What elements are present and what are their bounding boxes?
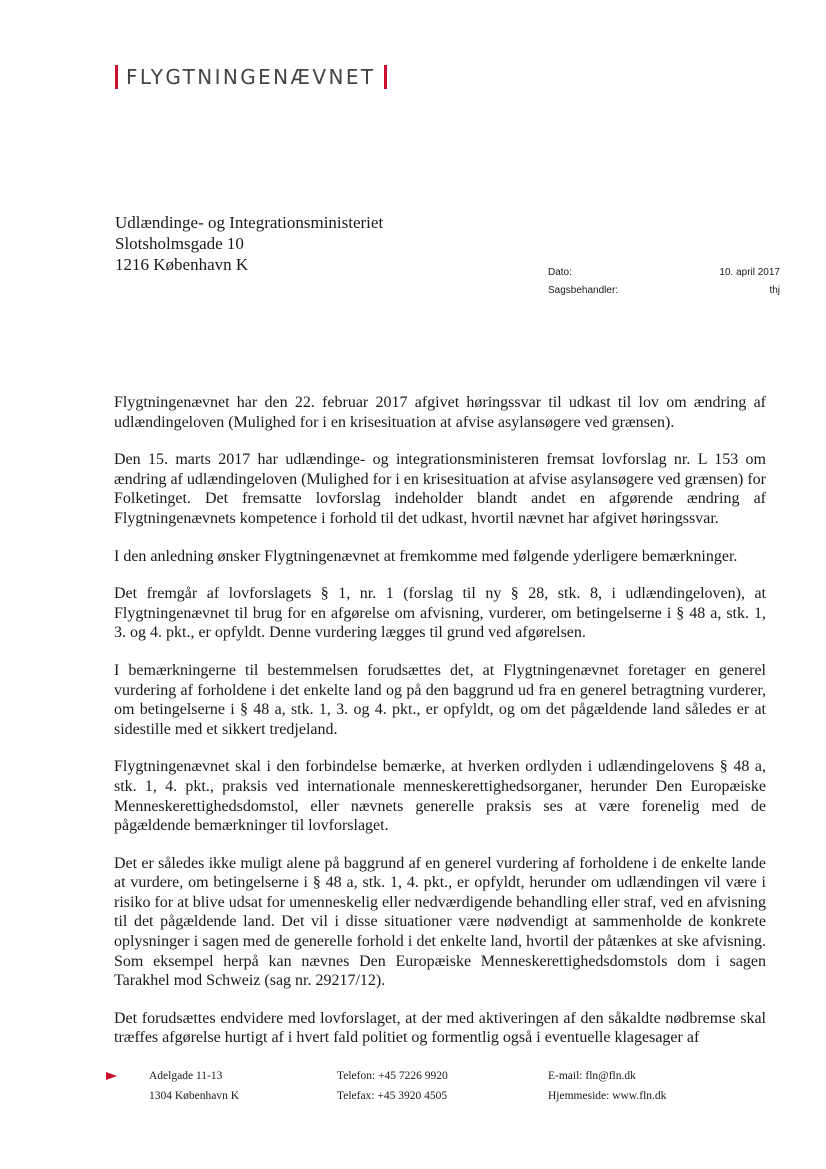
letter-metadata: [548, 263, 780, 299]
date-row: [548, 263, 780, 281]
footer-contact: [548, 1066, 666, 1106]
body-paragraph: I bemærkningerne til bestemmelsen forudsættes det, at Flygtningenævnet foretager en generel vurdering af forholdene i det enkelte land og på den baggrund ud fra en generel betragtning vurderer, om betingelserne i § 48 a, stk. 1, 3. og 4. pkt., er opfyldt, og om det pågældende land således er at sidestille med et sikkert tredjeland.: [114, 661, 766, 738]
logo-text: FLYGTNINGENÆVNET: [126, 65, 376, 89]
recipient-address: [115, 212, 383, 275]
body-paragraph: Det fremgår af lovforslagets § 1, nr. 1 (forslag til ny § 28, stk. 8, i udlændingeloven), at Flygtningenævnet til brug for en afgørelse om afvisning, vurderer, om betingelserne i § 48 a, stk. 1, 3. og 4. pkt., er opfyldt. Denne vurdering lægges til grund ved afgørelsen.: [114, 585, 766, 642]
footer-website: Hjemmeside: www.fln.dk: [548, 1090, 667, 1102]
footer-address: [149, 1066, 239, 1106]
handler-row: [548, 281, 780, 299]
handler-label: Sagsbehandler:: [548, 284, 619, 296]
letter-body: [114, 393, 766, 1066]
footer-city: 1304 København K: [149, 1090, 240, 1102]
footer-fax: Telefax: +45 3920 4505: [337, 1090, 448, 1102]
date-label: Dato:: [548, 266, 572, 278]
body-paragraph: Flygtningenævnet har den 22. februar 2017 afgivet høringssvar til udkast til lov om ændring af udlændingeloven (Mulighed for i en krisesituation at afvise asylansøgere ved grænsen).: [114, 394, 766, 431]
handler-value: thj: [769, 284, 780, 296]
body-paragraph: Flygtningenævnet skal i den forbindelse bemærke, at hverken ordlyden i udlændingelovens § 48 a, stk. 1, 4. pkt., praksis ved internationale menneskerettighedsorganer, herunder Den Europæiske Menneskerettighedsdomstol, eller nævnets generelle praksis ses at være forenelig med de pågældende bemærkninger til lovforslaget.: [114, 758, 766, 835]
logo-left-bar: [115, 65, 118, 89]
body-paragraph: I den anledning ønsker Flygtningenævnet at fremkomme med følgende yderligere bemærkninger.: [114, 547, 738, 565]
body-paragraph: Det er således ikke muligt alene på baggrund af en generel vurdering af forholdene i de enkelte lande at vurdere, om betingelserne i § 48 a, stk. 1, 4. pkt., er opfyldt, herunder om udlændingen vil være i risiko for at blive udsat for umenneskelig eller nedværdigende behandling eller straf, ved en afvisning til det pågældende land. Det vil i disse situationer være nødvendigt at sammenholde de konkrete oplysninger i sagen med de generelle forhold i det enkelte land, hvortil der påtænkes at ske afvisning. Som eksempel herpå kan nævnes Den Europæiske Menneskerettighedsdomstols dom i sagen Tarakhel mod Schweiz (sag nr. 29217/12).: [114, 854, 766, 990]
letter-footer: [0, 1065, 826, 1115]
date-value: 10. april 2017: [719, 266, 780, 278]
footer-street: Adelgade 11-13: [149, 1070, 223, 1082]
body-paragraph: Den 15. marts 2017 har udlændinge- og integrationsministeren fremsat lovforslag nr. L 153 om ændring af udlændingeloven (Mulighed for i en krisesituation at afvise asylansøgere ved grænsen) for Folketinget. Det fremsatte lovforslag indeholder blandt andet en afgørende ændring af Flygtningenævnets kompetence i forhold til det udkast, hvortil nævnet har afgivet høringssvar.: [114, 451, 766, 527]
footer-email: E-mail: fln@fln.dk: [548, 1070, 636, 1082]
recipient-city: 1216 København K: [115, 255, 249, 274]
recipient-name: Udlændinge- og Integrationsministeriet: [115, 213, 384, 232]
footer-phone-fax: [337, 1066, 448, 1106]
red-arrow-icon: [106, 1072, 117, 1080]
body-paragraph: Det forudsættes endvidere med lovforslaget, at der med aktiveringen af den såkaldte nødbremse skal træffes afgørelse hurtigt af i hvert fald politiet og formentlig også i eventuelle klagesager af: [114, 1009, 766, 1047]
footer-phone: Telefon: +45 7226 9920: [337, 1070, 448, 1082]
logo-right-bar: [384, 65, 387, 89]
organization-logo: [115, 62, 387, 92]
recipient-street: Slotsholmsgade 10: [115, 234, 244, 253]
